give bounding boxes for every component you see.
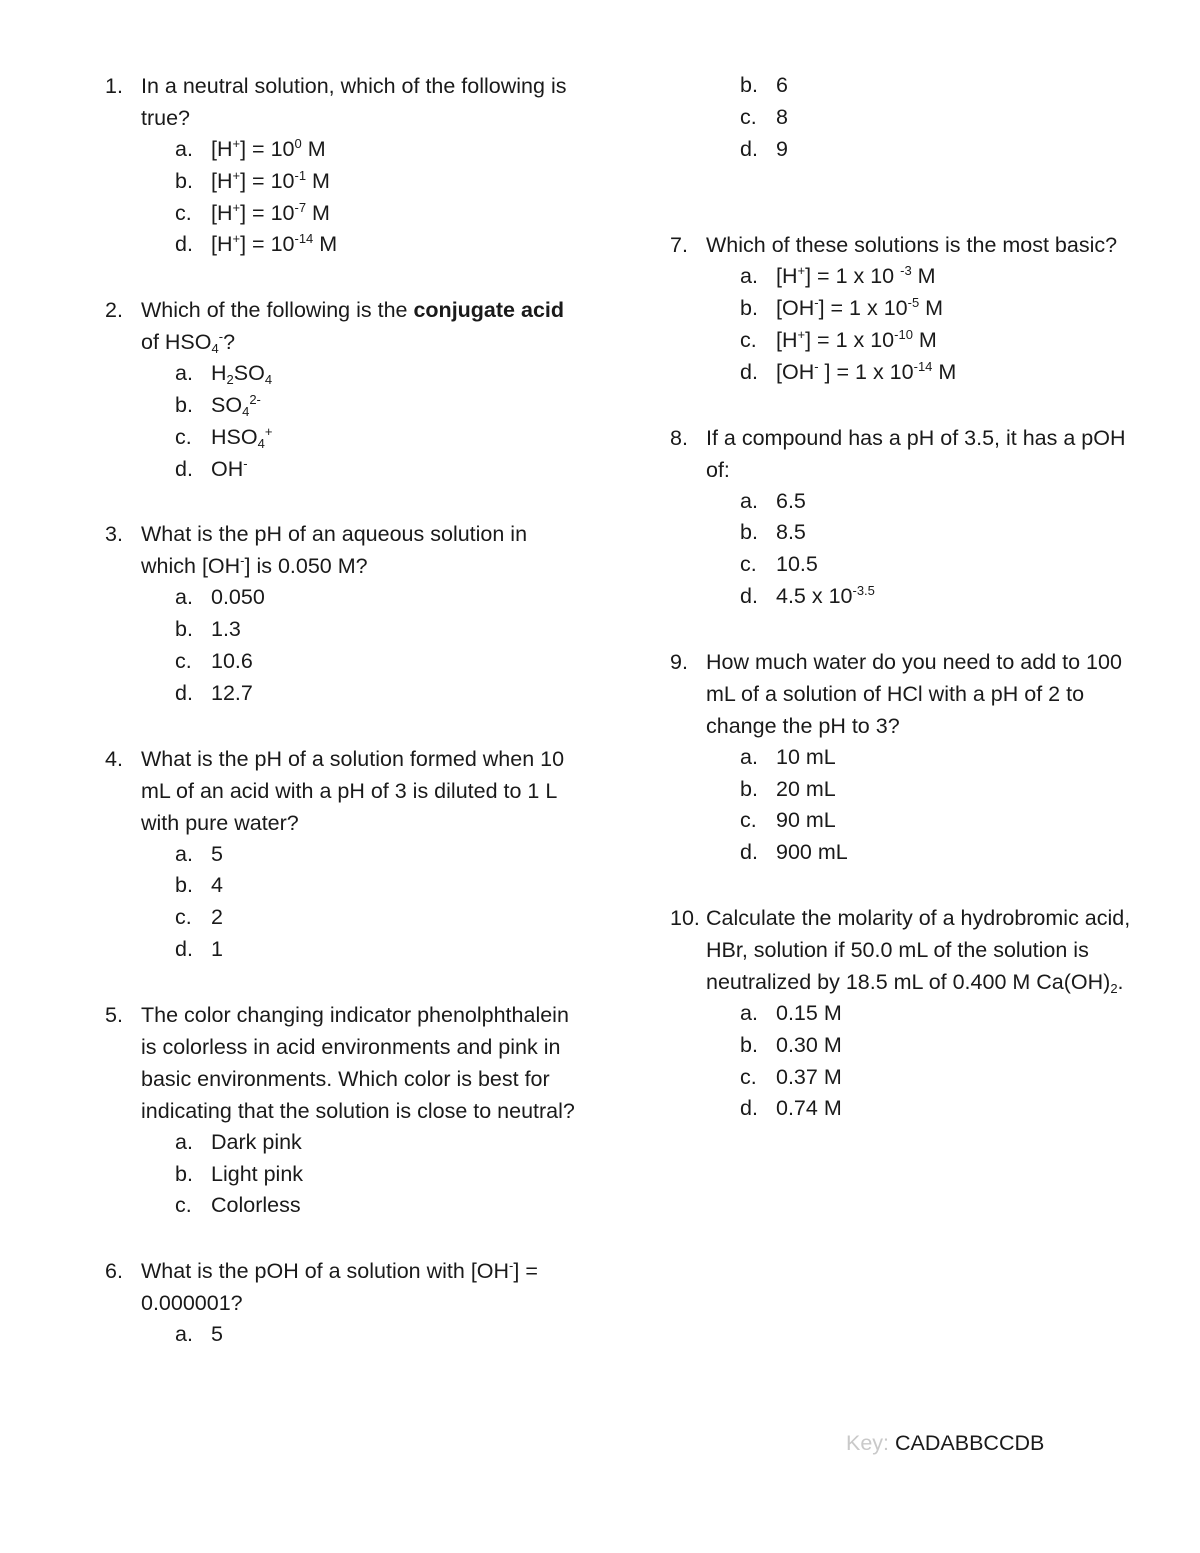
answer-key-label: Key: bbox=[846, 1431, 895, 1455]
option-c: c. 90 mL bbox=[740, 808, 836, 833]
question-text: How much water do you need to add to 100 mL of a solution of HCl with a pH of 2 to change the pH to 3? bbox=[706, 649, 1122, 738]
option-b: b. 1.3 bbox=[175, 617, 241, 642]
option-b: b. 4 bbox=[175, 873, 223, 898]
question-10 bbox=[670, 902, 1140, 1125]
question-number: 8. bbox=[670, 425, 688, 450]
option-d: d. 9 bbox=[740, 136, 788, 161]
option-b: b. $SO_4^{2-}$ bbox=[175, 391, 261, 419]
option-c: c. 10.6 bbox=[175, 648, 253, 673]
question-3 bbox=[105, 518, 575, 709]
option-b: b. 8.5 bbox=[740, 520, 806, 545]
option-c: c. 2 bbox=[175, 905, 223, 930]
question-6 bbox=[105, 1255, 575, 1351]
option-a: a. Dark pink bbox=[175, 1129, 302, 1154]
option-c: c. $[H^+] = 10^{-7}$ M bbox=[175, 199, 330, 225]
question-text: What is the pH of an aqueous solution in which [OH-] is 0.050 M? bbox=[141, 522, 528, 579]
right-column bbox=[670, 70, 1140, 1125]
question-number: 1. bbox=[105, 74, 123, 98]
option-a: a. $[H^+] = 10^0$ M bbox=[175, 136, 326, 161]
option-d: d. [OH- ] = 1 x $10^{-14}$ M bbox=[740, 358, 957, 384]
option-b: b. 6 bbox=[740, 73, 788, 97]
question-text: Which of the following is the conjugate acid of $HSO_4^-$? bbox=[141, 298, 565, 357]
question-9 bbox=[670, 646, 1140, 869]
option-a: a. 5 bbox=[175, 1322, 223, 1347]
question-number: 2. bbox=[105, 298, 123, 323]
option-c: c. [H+] = 1 x $10^{-10}$ M bbox=[740, 326, 937, 352]
option-a: a. 0.050 bbox=[175, 585, 265, 610]
question-text: If a compound has a pH of 3.5, it has a pOH of: bbox=[706, 425, 1126, 482]
option-d: d. 0.74 M bbox=[740, 1096, 842, 1121]
question-number: 7. bbox=[670, 233, 688, 258]
question-text: The color changing indicator phenolphthalein is colorless in acid environments and pink in basic environments. Which color is best for indicating that the solution is close to neutral? bbox=[141, 1002, 575, 1123]
question-4 bbox=[105, 743, 575, 966]
option-d: d. 900 mL bbox=[740, 840, 848, 865]
question-number: 5. bbox=[105, 1002, 123, 1027]
option-b: b. [OH-] = 1 x $10^{-5}$ M bbox=[740, 295, 944, 321]
question-5 bbox=[105, 999, 575, 1222]
left-column bbox=[105, 70, 575, 1351]
option-b: b. 0.30 M bbox=[740, 1032, 842, 1057]
question-8 bbox=[670, 422, 1140, 613]
option-b: b. Light pink bbox=[175, 1161, 304, 1186]
question-number: 9. bbox=[670, 649, 688, 674]
option-a: a. 5 bbox=[175, 841, 223, 866]
option-c: c. 8 bbox=[740, 104, 788, 129]
question-text: Which of these solutions is the most basic? bbox=[706, 233, 1118, 258]
question-1 bbox=[105, 70, 575, 261]
option-a: a. 6.5 bbox=[740, 488, 806, 513]
option-a: a. $H_2SO_4$ bbox=[175, 361, 273, 388]
option-b: b. $[H^+] = 10^{-1}$ M bbox=[175, 167, 330, 193]
question-7 bbox=[670, 229, 1140, 388]
answer-key-value: CADABBCCDB bbox=[895, 1431, 1045, 1455]
option-d: d. $[H^+] = 10^{-14}$ M bbox=[175, 231, 338, 257]
option-d: d. 12.7 bbox=[175, 680, 253, 705]
question-number: 3. bbox=[105, 522, 123, 547]
option-a: a. [H+] = 1 x 10 $^{-3}$ M bbox=[740, 263, 936, 289]
question-text: What is the pOH of a solution with [OH-] = 0.000001? bbox=[141, 1258, 538, 1316]
question-text: In a neutral solution, which of the following is true? bbox=[141, 74, 567, 130]
question-number: 10. bbox=[670, 905, 700, 930]
option-d: d. OH- bbox=[175, 455, 248, 481]
option-c: c. $HSO_4^+$ bbox=[175, 423, 273, 451]
answer-key bbox=[846, 1428, 1044, 1458]
option-c: c. 0.37 M bbox=[740, 1064, 842, 1089]
option-c: c. Colorless bbox=[175, 1193, 301, 1218]
question-2 bbox=[105, 294, 575, 485]
question-text: Calculate the molarity of a hydrobromic acid, HBr, solution if 50.0 mL of the solution is neutralized by 18.5 mL of 0.400 M $Ca(OH)_2$. bbox=[706, 905, 1131, 996]
question-number: 4. bbox=[105, 746, 123, 771]
question-text: What is the pH of a solution formed when 10 mL of an acid with a pH of 3 is diluted to 1 L with pure water? bbox=[141, 746, 565, 835]
option-d: d. 1 bbox=[175, 936, 223, 961]
option-d: d. 4.5 x $10^{-3.5}$ bbox=[740, 582, 875, 608]
option-b: b. 20 mL bbox=[740, 776, 836, 801]
question-number: 6. bbox=[105, 1259, 123, 1284]
question-6-continued bbox=[670, 70, 1140, 165]
option-a: a. 0.15 M bbox=[740, 1000, 842, 1025]
option-a: a. 10 mL bbox=[740, 744, 836, 769]
option-c: c. 10.5 bbox=[740, 552, 818, 577]
